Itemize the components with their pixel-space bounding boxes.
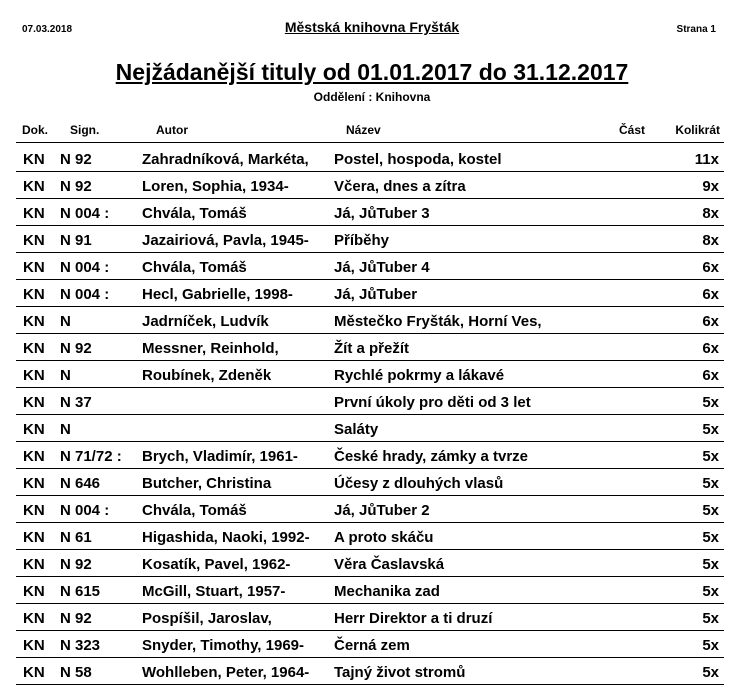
header-divider [16,142,724,143]
column-header-kolikrat: Kolikrát [675,123,720,137]
cell-kolikrat: 6x [702,259,719,276]
cell-nazev: Herr Direktor a ti druzí [334,610,493,627]
cell-kolikrat: 5x [702,475,719,492]
cell-kolikrat: 9x [702,178,719,195]
cell-autor: Brych, Vladimír, 1961- [142,448,298,465]
cell-dok: KN [23,556,45,573]
cell-autor: Snyder, Timothy, 1969- [142,637,305,654]
table-row [16,360,724,388]
cell-nazev: Já, JůTuber 2 [334,502,430,519]
cell-kolikrat: 5x [702,664,719,681]
cell-sign: N [60,313,71,330]
cell-nazev: Postel, hospoda, kostel [334,151,502,168]
cell-autor: Kosatík, Pavel, 1962- [142,556,291,573]
cell-autor: Messner, Reinhold, [142,340,279,357]
cell-kolikrat: 8x [702,205,719,222]
cell-sign: N 004 : [60,286,110,303]
cell-autor: Wohlleben, Peter, 1964- [142,664,310,681]
cell-dok: KN [23,232,45,249]
cell-dok: KN [23,151,45,168]
page-number: Strana 1 [676,24,716,35]
cell-kolikrat: 6x [702,313,719,330]
cell-sign: N 58 [60,664,92,681]
cell-nazev: Věra Časlavská [334,556,445,573]
cell-dok: KN [23,610,45,627]
cell-dok: KN [23,178,45,195]
cell-dok: KN [23,340,45,357]
cell-kolikrat: 8x [702,232,719,249]
cell-dok: KN [23,421,45,438]
cell-nazev: Rychlé pokrmy a lákavé [334,367,505,384]
cell-kolikrat: 5x [702,637,719,654]
cell-nazev: Mechanika zad [334,583,440,600]
table-row [16,252,724,280]
table-row [16,522,724,550]
cell-sign: N 92 [60,556,92,573]
cell-sign: N 004 : [60,502,110,519]
report-title: Nejžádanější tituly od 01.01.2017 do 31.12.2017 [115,59,629,85]
department-label: Oddělení : Knihovna [313,90,431,104]
cell-autor: Higashida, Naoki, 1992- [142,529,310,546]
table-row [16,441,724,469]
cell-sign: N [60,421,71,438]
cell-nazev: Já, JůTuber 3 [334,205,430,222]
cell-kolikrat: 5x [702,502,719,519]
cell-autor: Chvála, Tomáš [142,502,247,519]
cell-nazev: První úkoly pro děti od 3 let [334,394,531,411]
column-header-nazev: Název [346,123,381,137]
cell-nazev: Já, JůTuber 4 [334,259,430,276]
table-row [16,306,724,334]
cell-dok: KN [23,286,45,303]
cell-autor: Roubínek, Zdeněk [142,367,272,384]
cell-autor: Butcher, Christina [142,475,272,492]
cell-sign: N 615 [60,583,101,600]
cell-autor: McGill, Stuart, 1957- [142,583,286,600]
cell-nazev: Žít a přežít [334,340,410,357]
cell-sign: N 92 [60,151,92,168]
table-row [16,144,724,172]
column-header-sign: Sign. [70,123,100,137]
cell-autor: Jadrníček, Ludvík [142,313,269,330]
table-row [16,171,724,199]
table-row [16,387,724,415]
cell-kolikrat: 5x [702,583,719,600]
cell-nazev: A proto skáču [334,529,434,546]
cell-kolikrat: 6x [702,340,719,357]
cell-dok: KN [23,367,45,384]
cell-dok: KN [23,313,45,330]
cell-nazev: Příběhy [334,232,390,249]
cell-kolikrat: 5x [702,610,719,627]
table-row [16,630,724,658]
cell-nazev: Já, JůTuber [334,286,418,303]
table-row [16,333,724,361]
cell-dok: KN [23,583,45,600]
cell-nazev: Včera, dnes a zítra [334,178,466,195]
column-header-cast: Část [619,123,646,137]
cell-sign: N 323 [60,637,101,654]
column-header-autor: Autor [156,123,188,137]
cell-kolikrat: 5x [702,529,719,546]
cell-nazev: Tajný život stromů [334,664,466,681]
cell-dok: KN [23,205,45,222]
cell-autor: Jazairiová, Pavla, 1945- [142,232,309,249]
cell-autor: Zahradníková, Markéta, [142,151,309,168]
cell-sign: N 92 [60,178,92,195]
print-date: 07.03.2018 [22,24,73,35]
cell-kolikrat: 6x [702,286,719,303]
cell-kolikrat: 6x [702,367,719,384]
cell-nazev: České hrady, zámky a tvrze [334,448,528,465]
cell-nazev: Účesy z dlouhých vlasů [334,475,504,492]
cell-dok: KN [23,475,45,492]
library-name: Městská knihovna Fryšták [284,19,460,35]
table-row [16,603,724,631]
cell-kolikrat: 5x [702,448,719,465]
cell-sign: N 92 [60,340,92,357]
cell-dok: KN [23,502,45,519]
cell-dok: KN [23,448,45,465]
table-row [16,198,724,226]
cell-sign: N 004 : [60,259,110,276]
cell-sign: N 61 [60,529,92,546]
cell-dok: KN [23,664,45,681]
cell-kolikrat: 11x [694,151,719,168]
cell-autor: Pospíšil, Jaroslav, [142,610,272,627]
cell-sign: N 004 : [60,205,110,222]
cell-autor: Chvála, Tomáš [142,205,247,222]
table-row [16,414,724,442]
table-row [16,657,724,685]
table-row [16,279,724,307]
cell-autor: Hecl, Gabrielle, 1998- [142,286,293,303]
column-header-dok: Dok. [22,123,49,137]
cell-dok: KN [23,394,45,411]
cell-autor: Loren, Sophia, 1934- [142,178,289,195]
cell-dok: KN [23,259,45,276]
table-row [16,495,724,523]
cell-sign: N 91 [60,232,92,249]
cell-kolikrat: 5x [702,556,719,573]
cell-dok: KN [23,529,45,546]
cell-sign: N 71/72 : [60,448,122,465]
cell-sign: N 646 [60,475,101,492]
cell-nazev: Černá zem [334,637,410,654]
cell-dok: KN [23,637,45,654]
cell-kolikrat: 5x [702,421,719,438]
table-row [16,225,724,253]
cell-nazev: Městečko Fryšták, Horní Ves, [334,313,542,330]
cell-sign: N 37 [60,394,92,411]
table-row [16,549,724,577]
table-row [16,576,724,604]
cell-nazev: Saláty [334,421,379,438]
cell-sign: N 92 [60,610,92,627]
cell-kolikrat: 5x [702,394,719,411]
cell-sign: N [60,367,71,384]
table-row [16,468,724,496]
cell-autor: Chvála, Tomáš [142,259,247,276]
